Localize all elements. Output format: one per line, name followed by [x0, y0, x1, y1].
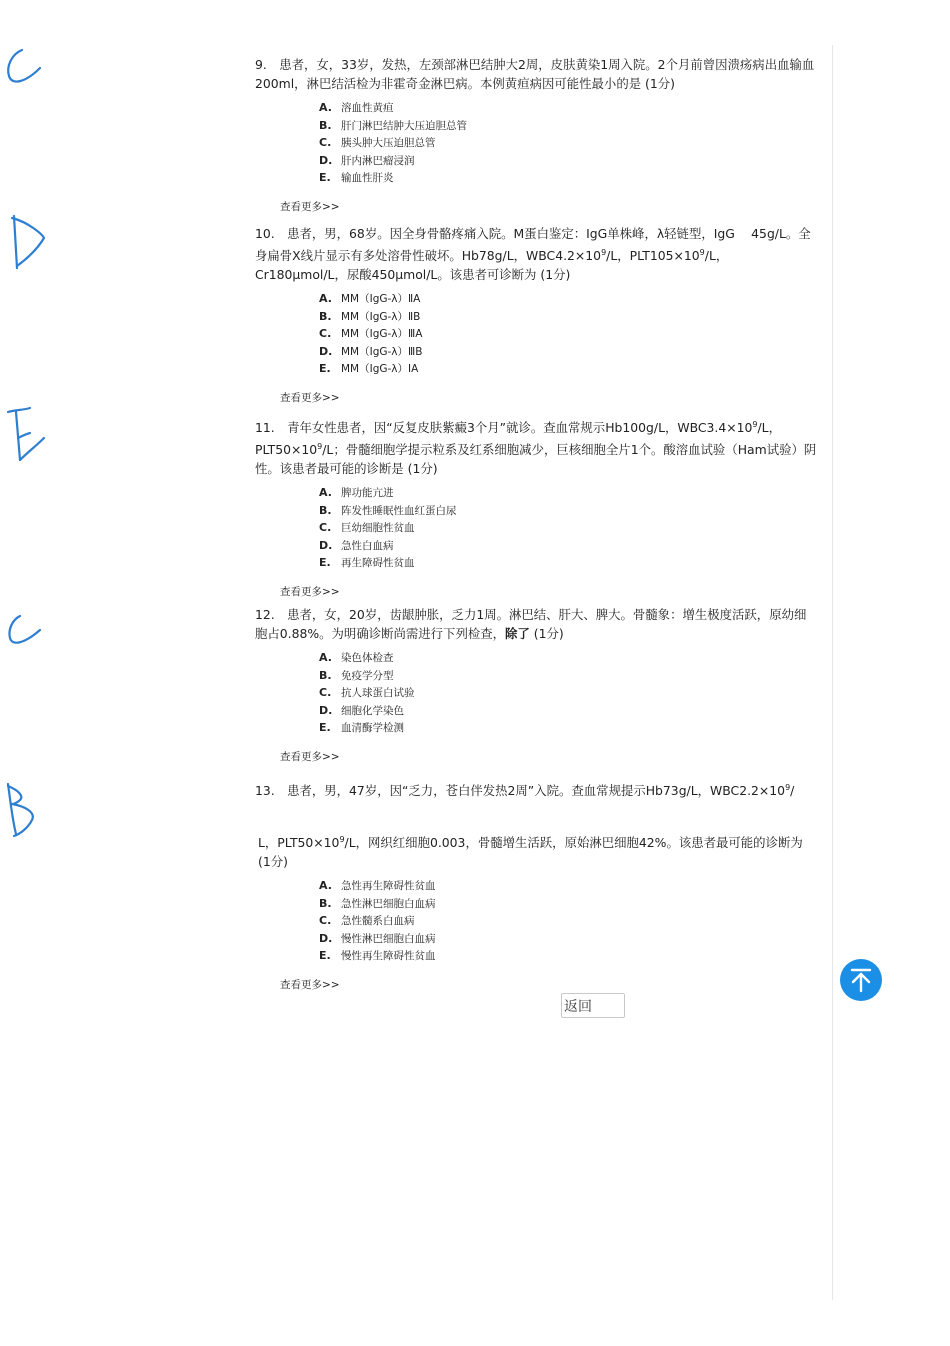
handwritten-answer-c [0, 38, 60, 118]
option-text: 急性髓系白血病 [341, 915, 415, 928]
option-text: 急性淋巴细胞白血病 [341, 897, 436, 910]
question-stem-continued: L，$PLT50\times 10^9/L$，网织红细胞0.003，骨髓增生活跃，原始淋巴细胞42%。该患者最可能的诊断为 (1分) [258, 835, 803, 870]
handwritten-answer-e [0, 402, 60, 482]
option-text: 脾功能亢进 [341, 487, 394, 500]
option-c[interactable] [319, 912, 815, 930]
option-text: MM（IgG-λ）ⅡB [341, 310, 421, 323]
option-d[interactable] [319, 930, 815, 948]
option-letter: A. [319, 101, 332, 114]
option-d[interactable] [319, 537, 833, 555]
option-text: 细胞化学染色 [341, 704, 404, 717]
view-more-link[interactable]: 查看更多>> [280, 200, 340, 213]
option-letter: E. [319, 556, 331, 570]
option-e[interactable] [319, 554, 833, 572]
option-letter: B. [319, 118, 332, 132]
question-stem: 12. 患者，女，20岁，齿龈肿胀，乏力1周。淋巴结、肝大、脾大。骨髓象：增生极度活跃，原幼细胞占0.88%。为明确诊断尚需进行下列检查，除了 (1分) [255, 607, 807, 641]
option-letter: C. [319, 914, 332, 928]
option-e[interactable] [319, 719, 815, 737]
option-d[interactable] [319, 702, 815, 720]
option-text: 肝内淋巴瘤浸润 [341, 154, 415, 167]
option-letter: D. [319, 703, 333, 717]
option-d[interactable] [319, 343, 815, 361]
option-text: 抗人球蛋白试验 [341, 687, 415, 699]
handwritten-answer-d [0, 208, 60, 288]
option-a[interactable] [319, 99, 815, 117]
option-e[interactable] [319, 169, 815, 187]
option-a[interactable] [319, 649, 815, 667]
handwritten-answer-c [0, 608, 60, 688]
option-text: MM（IgG-λ）ⅢA [341, 328, 423, 341]
option-letter: B. [319, 668, 332, 682]
arrow-up-to-top-icon [840, 959, 882, 1001]
option-letter: A. [319, 486, 332, 500]
option-letter: C. [319, 521, 332, 535]
question-stem: 9. 患者，女，33岁，发热，左颈部淋巴结肿大2周，皮肤黄染1周入院。2个月前曾因溃疡病出血输血200ml，淋巴结活检为非霍奇金淋巴病。本例黄疸病因可能性最小的是 (1分) [255, 57, 815, 91]
option-text: 慢性再生障碍性贫血 [341, 950, 436, 963]
option-letter: C. [319, 686, 332, 699]
option-b[interactable] [319, 308, 815, 326]
option-d[interactable] [319, 152, 815, 170]
option-text: 血清酶学检测 [341, 722, 404, 734]
option-text: MM（IgG-λ）ⅢB [341, 345, 423, 358]
back-to-top-button[interactable] [840, 959, 882, 1001]
option-letter: B. [319, 309, 332, 323]
option-text: 再生障碍性贫血 [341, 557, 415, 570]
view-more-link[interactable]: 查看更多>> [280, 750, 340, 763]
option-letter: C. [319, 327, 332, 341]
options-list [319, 484, 833, 572]
view-more-link[interactable]: 查看更多>> [280, 978, 340, 991]
option-text: 免疫学分型 [341, 669, 394, 682]
option-letter: E. [319, 721, 331, 734]
option-letter: E. [319, 171, 331, 184]
option-text: 溶血性黄疸 [341, 102, 394, 114]
option-text: 慢性淋巴细胞白血病 [341, 932, 436, 945]
view-more-link[interactable]: 查看更多>> [280, 585, 340, 598]
option-letter: E. [319, 362, 331, 376]
option-letter: D. [319, 344, 333, 358]
option-letter: E. [319, 949, 331, 963]
option-letter: D. [319, 153, 333, 167]
view-more-link[interactable]: 查看更多>> [280, 391, 340, 404]
options-list [319, 290, 815, 378]
option-b[interactable] [319, 117, 815, 135]
option-b[interactable] [319, 895, 815, 913]
emphasis-text: 除了 [505, 626, 530, 641]
option-text: 阵发性睡眠性血红蛋白尿 [341, 504, 457, 517]
option-letter: B. [319, 503, 332, 517]
options-list [319, 649, 815, 737]
handwritten-answer-b [0, 778, 60, 858]
question-stem: 11. 青年女性患者，因“反复皮肤紫癜3个月”就诊。查血常规示Hb100g/L，$WBC3.4\times 10^9/L$，$PLT50\times 10^9/L$；骨髓细胞学提示粒系及红系细胞减少，巨核细胞全片1个。酸溶血试验（Ham试验）阴性。该患者最可能的诊断是 (1分) [255, 420, 817, 477]
option-letter: B. [319, 896, 332, 910]
option-letter: D. [319, 931, 333, 945]
option-a[interactable] [319, 877, 815, 895]
option-text: 肝门淋巴结肿大压迫胆总管 [341, 119, 467, 132]
option-b[interactable] [319, 667, 815, 685]
page-right-divider [832, 45, 833, 1300]
question-stem: 10. 患者，男，68岁。因全身骨骼疼痛入院。M蛋白鉴定：IgG单株峰，λ轻链型，IgG 45g/L。全身扁骨X线片显示有多处溶骨性破坏。Hb78g/L，$WBC4.2\times 10^9/L$，$PLT105\times 10^9/L$，Cr180μmol/L，尿酸450μmol/L。该患者可诊断为 (1分) [255, 226, 811, 283]
option-c[interactable] [319, 134, 815, 152]
question-11 [255, 415, 833, 599]
option-letter: D. [319, 538, 333, 552]
option-c[interactable] [319, 684, 815, 702]
option-text: 巨幼细胞性贫血 [341, 522, 415, 535]
option-text: 染色体检查 [341, 652, 394, 664]
option-text: 胰头肿大压迫胆总管 [341, 137, 436, 149]
option-b[interactable] [319, 502, 833, 520]
option-e[interactable] [319, 947, 815, 965]
question-10 [255, 224, 815, 405]
option-text: 急性再生障碍性贫血 [341, 880, 436, 893]
option-text: 急性白血病 [341, 539, 394, 552]
option-c[interactable] [319, 325, 815, 343]
option-a[interactable] [319, 484, 833, 502]
option-text: MM（IgG-λ）ⅡA [341, 293, 421, 306]
option-text: 输血性肝炎 [341, 172, 394, 184]
option-a[interactable] [319, 290, 815, 308]
option-letter: A. [319, 292, 332, 306]
question-13 [255, 778, 815, 992]
option-letter: A. [319, 879, 332, 893]
question-stem: 13. 患者，男，47岁，因“乏力，苍白伴发热2周”入院。查血常规提示Hb73g/L，$WBC2.2\times 10^9/$ [255, 783, 795, 799]
back-button[interactable]: 返回 [561, 993, 625, 1018]
option-letter: A. [319, 651, 332, 664]
option-text: MM（IgG-λ）ⅠA [341, 363, 419, 376]
question-9 [255, 55, 815, 214]
question-12 [255, 605, 815, 764]
options-list [319, 877, 815, 965]
option-letter: C. [319, 136, 332, 149]
option-e[interactable] [319, 360, 815, 378]
option-c[interactable] [319, 519, 833, 537]
options-list [319, 99, 815, 187]
